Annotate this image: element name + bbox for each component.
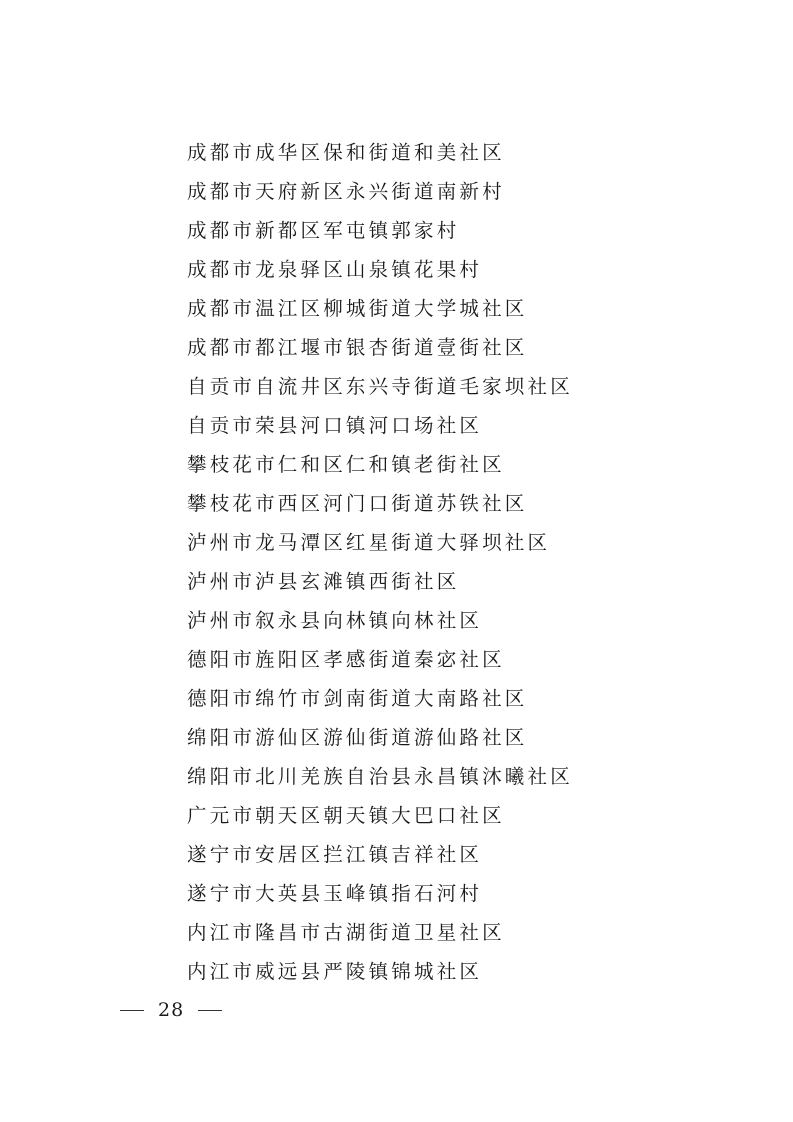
list-item: 攀枝花市西区河门口街道苏铁社区 bbox=[187, 492, 528, 515]
list-item: 泸州市龙马潭区红星街道大驿坝社区 bbox=[187, 531, 551, 554]
list-item: 成都市都江堰市银杏街道壹街社区 bbox=[187, 336, 528, 359]
right-dash bbox=[198, 1010, 222, 1011]
list-item: 成都市龙泉驿区山泉镇花果村 bbox=[187, 258, 483, 281]
list-item: 成都市天府新区永兴街道南新村 bbox=[187, 180, 505, 203]
list-item: 德阳市绵竹市剑南街道大南路社区 bbox=[187, 687, 528, 710]
list-item: 泸州市泸县玄滩镇西街社区 bbox=[187, 570, 460, 593]
list-item: 成都市新都区军屯镇郭家村 bbox=[187, 219, 460, 242]
list-item: 自贡市自流井区东兴寺街道毛家坝社区 bbox=[187, 375, 573, 398]
list-item: 绵阳市北川羌族自治县永昌镇沐曦社区 bbox=[187, 765, 573, 788]
list-item: 遂宁市大英县玉峰镇指石河村 bbox=[187, 882, 483, 905]
list-item: 攀枝花市仁和区仁和镇老街社区 bbox=[187, 453, 505, 476]
list-item: 成都市成华区保和街道和美社区 bbox=[187, 141, 505, 164]
left-dash bbox=[120, 1010, 144, 1011]
list-item: 绵阳市游仙区游仙街道游仙路社区 bbox=[187, 726, 528, 749]
list-item: 内江市隆昌市古湖街道卫星社区 bbox=[187, 921, 505, 944]
page-footer bbox=[120, 995, 222, 1025]
list-item: 内江市威远县严陵镇锦城社区 bbox=[187, 960, 483, 983]
page-number: 28 bbox=[158, 999, 185, 1021]
list-item: 自贡市荣县河口镇河口场社区 bbox=[187, 414, 483, 437]
list-item: 广元市朝天区朝天镇大巴口社区 bbox=[187, 804, 505, 827]
list-item: 遂宁市安居区拦江镇吉祥社区 bbox=[187, 843, 483, 866]
community-list bbox=[187, 133, 573, 991]
list-item: 泸州市叙永县向林镇向林社区 bbox=[187, 609, 483, 632]
list-item: 成都市温江区柳城街道大学城社区 bbox=[187, 297, 528, 320]
list-item: 德阳市旌阳区孝感街道秦宓社区 bbox=[187, 648, 505, 671]
